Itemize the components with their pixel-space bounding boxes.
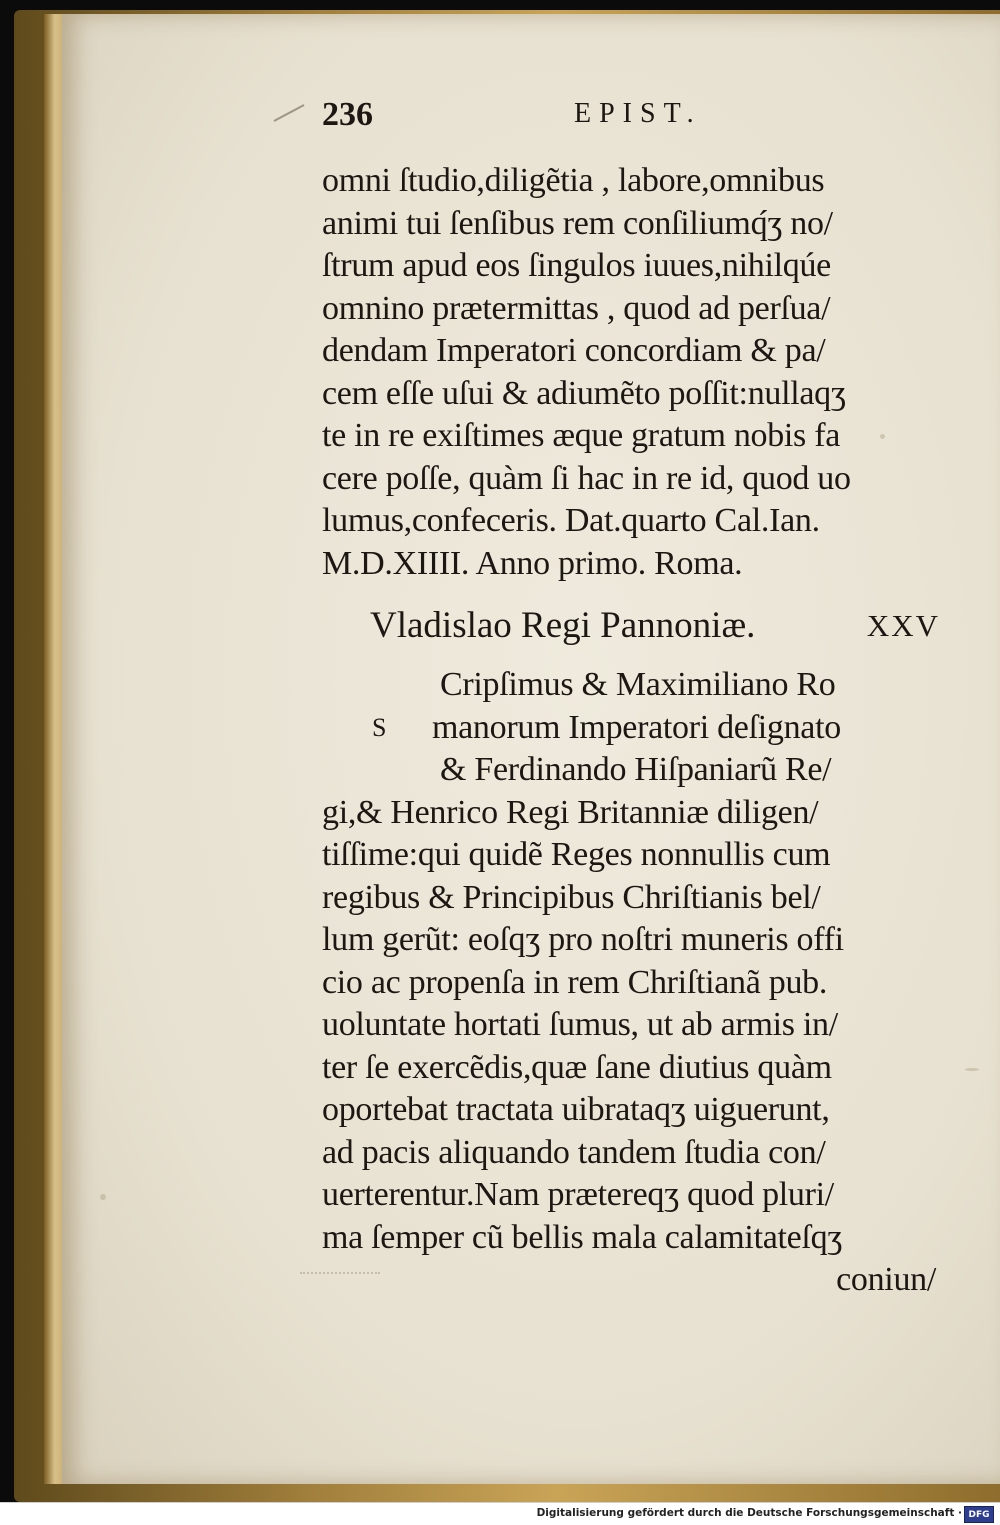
text-line: cem eſſe uſui & adiumẽto poſſit:nullaqʒ xyxy=(322,374,846,412)
letter-addressee: Vladislao Regi Pannoniæ. xyxy=(370,605,756,646)
faint-stamp-mark xyxy=(300,1258,380,1274)
paper-fleck xyxy=(100,1194,106,1200)
text-line: omni ſtudio,diligẽtia , labore,omnibus xyxy=(322,162,825,199)
text-line: cere poſſe, quàm ſi hac in re id, quod uo xyxy=(322,459,851,497)
page-number: 236 xyxy=(322,96,373,133)
text-line: uoluntate hortati ſumus, ut ab armis in/ xyxy=(322,1006,838,1043)
text-line: gi,& Henrico Regi Britanniæ diligen/ xyxy=(322,793,819,831)
text-line: oportebat tractata uibrataqʒ uiguerunt, xyxy=(322,1091,830,1128)
text-line: regibus & Principibus Chriſtianis bel/ xyxy=(322,878,821,916)
text-line: manorum Imperatori deſignato xyxy=(432,708,841,746)
text-line: M.D.XIIII. Anno primo. Roma. xyxy=(322,544,743,582)
text-line: & Ferdinando Hiſpaniarũ Re/ xyxy=(440,751,832,788)
dfg-logo: DFG xyxy=(964,1506,994,1523)
running-title: EPIST. xyxy=(574,98,702,129)
paper-fleck xyxy=(965,1068,979,1071)
text-line: lum gerũt: eoſqʒ pro noſtri muneris offi xyxy=(322,921,844,958)
text-line: cio ac propenſa in rem Chriſtianã pub. xyxy=(322,963,828,1001)
passage-text xyxy=(322,160,942,585)
text-line: Cripſimus & Maximiliano Ro xyxy=(440,666,836,703)
footer-credit: Digitalisierung gefördert durch die Deutsche Forschungsgemeinschaft · xyxy=(536,1507,962,1519)
text-line: lumus,confeceris. Dat.quarto Cal.Ian. xyxy=(322,502,820,539)
text-line: te in re exiſtimes æque gratum nobis fa xyxy=(322,417,841,454)
text-line: ter ſe exercẽdis,quæ ſane diutius quàm xyxy=(322,1048,832,1086)
text-line: ſtrum apud eos ſingulos iuues,nihilqúe xyxy=(322,247,831,284)
letter-number: XXV xyxy=(866,608,940,643)
catchword: coniun/ xyxy=(836,1261,936,1298)
page-gutter xyxy=(44,14,62,1484)
footer-bar xyxy=(0,1502,1000,1525)
text-line: ma ſemper cũ bellis mala calamitateſqʒ xyxy=(322,1218,843,1256)
letter-body xyxy=(322,664,942,1302)
text-line: omnino prætermittas , quod ad perſua/ xyxy=(322,289,831,327)
text-line: dendam Imperatori concordiam & pa/ xyxy=(322,332,826,369)
running-head xyxy=(322,96,742,140)
guide-letter: S xyxy=(372,712,387,742)
text-line: animi tui ſenſibus rem conſiliumq́ʒ no/ xyxy=(322,204,833,242)
text-line: uerterentur.Nam prætereqʒ quod pluri/ xyxy=(322,1176,834,1213)
text-line: ad pacis aliquando tandem ſtudia con/ xyxy=(322,1133,826,1171)
letter-heading xyxy=(370,604,940,647)
text-line: tiſſime:qui quidẽ Reges nonnullis cum xyxy=(322,836,831,873)
text-line-with-guide xyxy=(322,707,942,750)
